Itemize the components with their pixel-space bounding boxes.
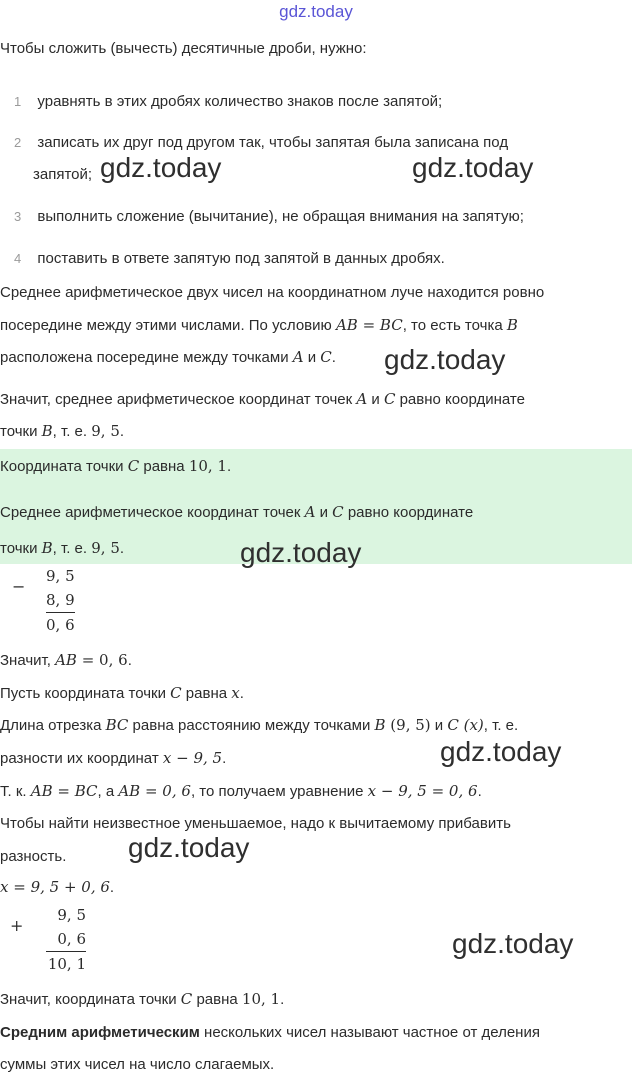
paragraph-rule-line2: разность.: [0, 848, 67, 865]
text: расположена посередине между точками: [0, 349, 293, 366]
math: C: [383, 390, 396, 408]
highlight-line3: [0, 539, 124, 557]
addition-numbers: [46, 903, 86, 976]
text: Длина отрезка: [0, 717, 106, 734]
math: AB = BC: [30, 782, 98, 800]
step-number: 2: [14, 135, 22, 150]
watermark: gdz.today: [412, 152, 534, 183]
text: и: [303, 349, 321, 366]
text: .: [239, 685, 244, 702]
text: и: [315, 504, 333, 521]
addend-1: 9, 5: [57, 906, 86, 924]
text: точки: [0, 423, 42, 440]
text: равна: [139, 458, 189, 475]
paragraph-definition-line2: суммы этих чисел на число слагаемых.: [0, 1056, 275, 1073]
minuend: 9, 5: [46, 567, 75, 585]
text: , а: [97, 783, 119, 800]
math: B: [41, 422, 53, 440]
math: = 0, 6: [76, 651, 128, 669]
paragraph-let: [0, 684, 244, 702]
paragraph-midpoint: Среднее арифметическое двух чисел на координатном луче находится ровно: [0, 284, 545, 301]
step-4: [14, 250, 445, 267]
step-1: [14, 93, 442, 110]
text: точки: [0, 540, 42, 557]
paragraph-midpoint-line2: [0, 316, 518, 334]
text: , то получаем уравнение: [190, 783, 368, 800]
math: x: [231, 684, 240, 702]
text: разности их координат: [0, 750, 163, 767]
text: и: [430, 717, 448, 734]
watermark: gdz.today: [128, 832, 250, 863]
math: (9, 5): [385, 716, 431, 734]
text: равна: [192, 991, 242, 1008]
text: посередине между этими числами. По условию: [0, 317, 336, 334]
math: x − 9, 5: [162, 749, 223, 767]
math: BC: [105, 716, 129, 734]
text: .: [331, 349, 336, 366]
text: Среднее арифметическое координат точек: [0, 504, 305, 521]
math: BC: [379, 316, 403, 334]
text: .: [127, 652, 132, 669]
text: нескольких чисел называют частное от деления: [199, 1024, 540, 1041]
bold-term: Средним арифметическим: [0, 1024, 200, 1041]
math: C: [332, 503, 344, 521]
paragraph-bc-line2: [0, 749, 226, 767]
highlight-line2: [0, 503, 473, 521]
step-number: 3: [14, 209, 22, 224]
math: C: [127, 457, 140, 475]
intro-text: Чтобы сложить (вычесть) десятичные дроби, нужно:: [0, 40, 367, 57]
sum: 10, 1: [47, 955, 86, 973]
text: Т. к.: [0, 783, 31, 800]
text: равна: [181, 685, 232, 702]
math: B: [374, 716, 386, 734]
text: , т. е.: [52, 423, 92, 440]
math: C: [180, 990, 193, 1008]
subtraction-numbers: [46, 564, 75, 637]
step-text: выполнить сложение (вычитание), не обращая внимания на запятую;: [37, 208, 524, 225]
text: равно координате: [343, 504, 474, 521]
difference: 0, 6: [46, 616, 75, 634]
text: , т. е.: [52, 540, 92, 557]
math: x − 9, 5 = 0, 6: [367, 782, 478, 800]
text: Значит, координата точки: [0, 991, 181, 1008]
watermark: gdz.today: [440, 736, 562, 767]
paragraph-bc: [0, 716, 518, 734]
step-text: поставить в ответе запятую под запятой в данных дробях.: [37, 250, 445, 267]
paragraph-midpoint-line3: [0, 348, 336, 366]
paragraph-rule: Чтобы найти неизвестное уменьшаемое, надо к вычитаемому прибавить: [0, 815, 511, 832]
paragraph-equation: [0, 782, 482, 800]
text: Пусть координата точки: [0, 685, 171, 702]
step-number: 4: [14, 251, 22, 266]
step-number: 1: [14, 94, 22, 109]
highlight-line1: [0, 457, 231, 475]
text: .: [222, 750, 227, 767]
paragraph-average: [0, 390, 525, 408]
math: 9, 5: [91, 422, 120, 440]
paragraph-average-line2: [0, 422, 124, 440]
step-text: уравнять в этих дробях количество знаков после запятой;: [37, 93, 443, 110]
text: равно координате: [395, 391, 525, 408]
math: 10, 1: [241, 990, 281, 1008]
math: B: [41, 539, 53, 557]
watermark: gdz.today: [100, 152, 222, 183]
text: , т. е.: [483, 717, 519, 734]
text: .: [280, 991, 285, 1008]
math: B: [506, 316, 518, 334]
math: AB = 0, 6: [118, 782, 191, 800]
text: .: [119, 540, 125, 557]
minus-sign: −: [12, 577, 26, 596]
math: C: [320, 348, 332, 366]
text: равна расстоянию между точками: [128, 717, 375, 734]
step-2-cont: запятой;: [33, 166, 93, 183]
step-3: [14, 208, 524, 225]
plus-sign: +: [10, 916, 24, 935]
text: Значит, среднее арифметическое координат точек: [0, 391, 357, 408]
math: A: [356, 390, 368, 408]
math: C: [170, 684, 182, 702]
math: AB: [55, 651, 77, 669]
math: A: [292, 348, 304, 366]
math: 9, 5: [91, 539, 120, 557]
text: .: [226, 458, 232, 475]
subtrahend: 8, 9: [46, 588, 75, 613]
paragraph-definition: [0, 1024, 540, 1041]
paragraph-answer: [0, 990, 284, 1008]
text: .: [477, 783, 482, 800]
watermark: gdz.today: [452, 928, 574, 959]
step-text: записать их друг под другом так, чтобы запятая была записана под: [37, 134, 509, 151]
text: и: [367, 391, 384, 408]
math: A: [304, 503, 316, 521]
watermark: gdz.today: [384, 344, 506, 375]
site-logo[interactable]: gdz.today: [279, 2, 353, 21]
math: x = 9, 5 + 0, 6: [0, 878, 110, 896]
math: 10, 1: [188, 457, 227, 475]
math: AB: [335, 316, 358, 334]
text: .: [119, 423, 125, 440]
math: =: [357, 316, 380, 334]
paragraph-ab: [0, 651, 132, 669]
math: (x): [458, 716, 484, 734]
text: Координата точки: [0, 458, 128, 475]
step-2: [14, 134, 508, 151]
math: C: [447, 716, 459, 734]
watermark: gdz.today: [240, 537, 362, 568]
text: Значит,: [0, 652, 56, 669]
text: , то есть точка: [402, 317, 507, 334]
text: .: [109, 879, 115, 896]
addend-2: 0, 6: [46, 927, 86, 952]
equation-x: [0, 878, 114, 896]
